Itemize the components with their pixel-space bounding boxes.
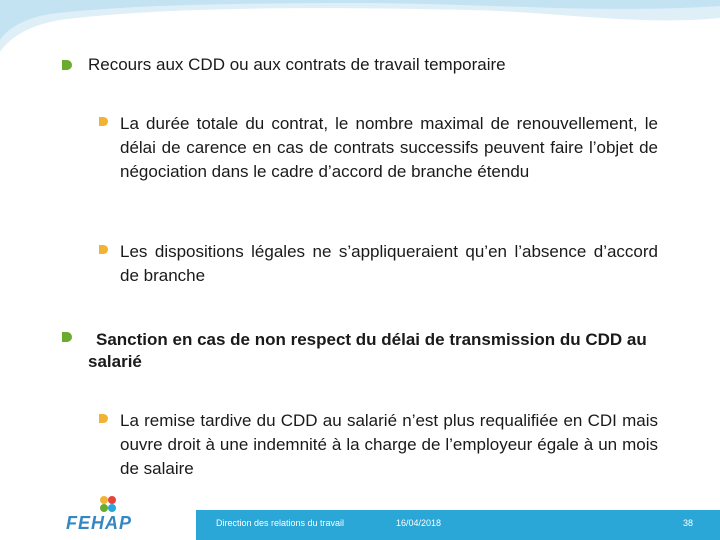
bullet-green-icon bbox=[62, 332, 72, 342]
footer-page-number: 38 bbox=[683, 518, 694, 528]
footer-department: Direction des relations du travail bbox=[216, 518, 345, 528]
bullet-heading-1: Recours aux CDD ou aux contrats de travail temporaire bbox=[88, 55, 506, 74]
bullet-green-icon bbox=[62, 60, 72, 70]
header-wave-decoration bbox=[0, 0, 720, 60]
bullet-heading-2: Sanction en cas de non respect du délai de transmission du CDD au salarié bbox=[88, 330, 647, 371]
bullet-orange-icon bbox=[99, 245, 108, 254]
subitem-1-2: Les dispositions légales ne s’appliqueraient qu’en l’absence d’accord de branche bbox=[120, 242, 658, 285]
subitem-1-1: La durée totale du contrat, le nombre maximal de renouvellement, le délai de carence en cas de contrats successifs peuvent faire l’objet de négociation dans le cadre d’accord de branche étendu bbox=[120, 114, 658, 181]
footer-date: 16/04/2018 bbox=[396, 518, 442, 528]
bullet-orange-icon bbox=[99, 117, 108, 126]
logo-text: FEHAP bbox=[66, 513, 133, 533]
bullet-orange-icon bbox=[99, 414, 108, 423]
subitem-2-1: La remise tardive du CDD au salarié n’est plus requalifiée en CDI mais ouvre droit à une indemnité à la charge de l’employeur égale à un mois de salaire bbox=[120, 411, 658, 478]
